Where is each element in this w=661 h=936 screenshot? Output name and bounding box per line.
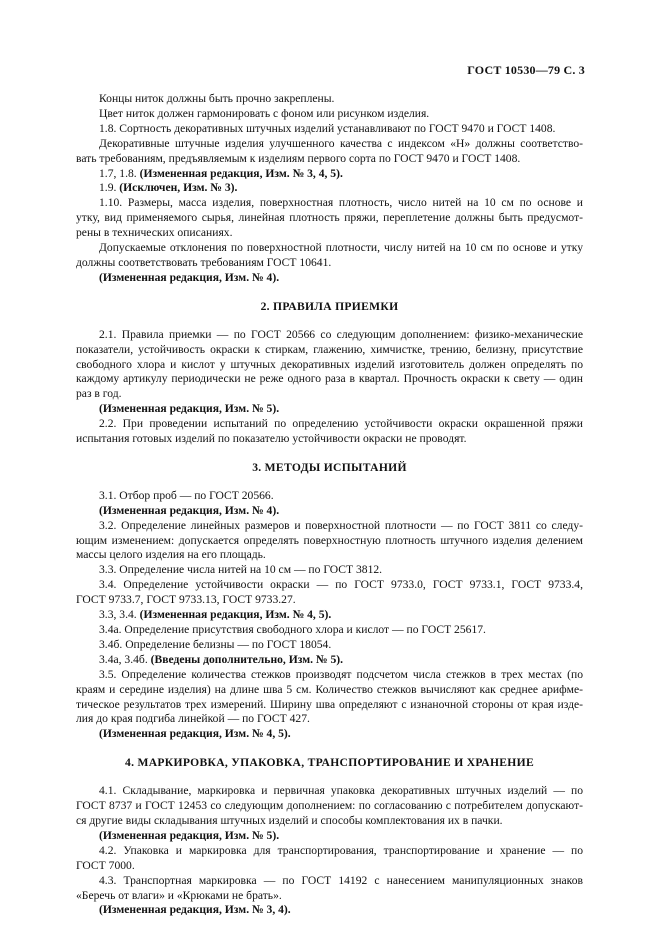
revision-note: (Измененная редакция, Изм. № 4, 5). xyxy=(139,608,332,622)
line-text: 2.2. При проведении испытаний по определению устойчивости окраски окрашенной пряжи xyxy=(99,417,583,431)
revision-note xyxy=(76,903,583,918)
line-text: ГОСТ 9733.7, ГОСТ 9733.13, ГОСТ 9733.27. xyxy=(76,593,296,607)
section-heading: 2. ПРАВИЛА ПРИЕМКИ xyxy=(260,299,399,313)
text-line xyxy=(76,814,583,829)
line-text: показатели, устойчивость окраски к стиркам, глажению, химчистке, трению, белизну, присутствие xyxy=(76,342,583,356)
revision-note: (Введены дополнительно, Изм. № 5). xyxy=(150,652,344,666)
line-text: 4.3. Транспортная маркировка — по ГОСТ 14192 с нанесением манипуляционных знаков xyxy=(99,873,583,887)
line-text: (Измененная редакция, Изм. № 4, 5). xyxy=(99,727,291,741)
text-line xyxy=(76,417,583,432)
line-text: 3.4а, 3.4б. xyxy=(99,652,151,666)
text-line xyxy=(76,784,583,799)
text-line xyxy=(76,608,583,623)
text-line xyxy=(76,343,583,358)
line-text: (Измененная редакция, Изм. № 4). xyxy=(99,503,280,517)
text-line xyxy=(76,683,583,698)
text-line xyxy=(76,387,583,402)
text-line xyxy=(76,92,583,107)
text-line xyxy=(76,137,583,152)
revision-note xyxy=(76,829,583,844)
text-line xyxy=(76,241,583,256)
line-text: каждому артикулу периодически не реже одного раза в квартал. Прочность окраски к свету — один xyxy=(76,372,583,386)
text-line xyxy=(76,548,583,563)
text-line xyxy=(76,211,583,226)
text-line xyxy=(76,167,583,182)
text-line xyxy=(76,372,583,387)
section-heading: 4. МАРКИРОВКА, УПАКОВКА, ТРАНСПОРТИРОВАНИЕ И ХРАНЕНИЕ xyxy=(125,756,534,770)
section-heading: 3. МЕТОДЫ ИСПЫТАНИЙ xyxy=(252,460,407,474)
line-text: должны соответствовать требованиям ГОСТ 10641. xyxy=(76,255,332,269)
text-line xyxy=(76,519,583,534)
text-line xyxy=(76,181,583,196)
text-line xyxy=(76,578,583,593)
line-text: 3.4. Определение устойчивости окраски — по ГОСТ 9733.0, ГОСТ 9733.1, ГОСТ 9733.4, xyxy=(99,578,583,592)
text-line xyxy=(76,358,583,373)
text-line xyxy=(76,534,583,549)
text-line xyxy=(76,432,583,447)
line-text: утку, вид применяемого сырья, линейная плотность пряжи, переплетение должны быть предусмот- xyxy=(76,211,583,225)
line-text: Декоративные штучные изделия улучшенного качества с индексом «Н» должны соответство- xyxy=(99,136,583,150)
line-text: Допускаемые отклонения по поверхностной плотности, числу нитей на 10 см по основе и утку xyxy=(99,241,583,255)
line-text: тическое результатов трех измерений. Ширину шва определяют с изнаночной стороны от края изде- xyxy=(76,697,583,711)
line-text: 3.5. Определение количества стежков производят подсчетом числа стежков в трех местах (по xyxy=(99,667,583,681)
line-text: 1.7, 1.8. xyxy=(99,166,140,180)
document-body xyxy=(76,92,583,918)
line-text: (Измененная редакция, Изм. № 4). xyxy=(99,270,280,284)
text-line xyxy=(76,226,583,241)
line-text: рены в технических описаниях. xyxy=(76,226,233,240)
text-line xyxy=(76,712,583,727)
text-line xyxy=(76,593,583,608)
line-text: 1.10. Размеры, масса изделия, поверхностная плотность, число нитей на 10 см по основе и xyxy=(99,196,583,210)
text-line xyxy=(76,698,583,713)
text-line xyxy=(76,844,583,859)
text-line xyxy=(76,859,583,874)
text-line xyxy=(76,653,583,668)
text-line xyxy=(76,874,583,889)
line-text: испытания готовых изделий по показателю устойчивости окраски не проводят. xyxy=(76,432,467,446)
line-text: 2.1. Правила приемки — по ГОСТ 20566 со следующим дополнением: физико-механические xyxy=(99,327,583,341)
text-line xyxy=(76,623,583,638)
line-text: 3.3, 3.4. xyxy=(99,608,140,622)
line-text: вать требованиям, предъявляемым к изделиям первого сорта по ГОСТ 9470 и ГОСТ 1408. xyxy=(76,151,521,165)
text-line xyxy=(76,152,583,167)
line-text: 1.9. xyxy=(99,181,120,195)
running-header: ГОСТ 10530—79 С. 3 xyxy=(467,63,585,77)
line-text: лия до края подгиба линейкой — по ГОСТ 427. xyxy=(76,712,310,726)
revision-note xyxy=(76,271,583,286)
line-text: раз в год. xyxy=(76,387,122,401)
line-text: ГОСТ 8737 и ГОСТ 12453 со следующим дополнением: по согласованию с потребителем допускают- xyxy=(76,799,583,813)
line-text: массы целого изделия на его площадь. xyxy=(76,548,266,562)
line-text: ГОСТ 7000. xyxy=(76,858,135,872)
line-text: Цвет ниток должен гармонировать с фоном или рисунком изделия. xyxy=(99,106,430,120)
revision-note: (Измененная редакция, Изм. № 3, 4, 5). xyxy=(139,166,343,180)
line-text: (Измененная редакция, Изм. № 5). xyxy=(99,402,280,416)
section-intro xyxy=(76,92,583,286)
line-text: 1.8. Сортность декоративных штучных изделий устанавливают по ГОСТ 9470 и ГОСТ 1408. xyxy=(99,121,556,135)
text-line xyxy=(76,256,583,271)
line-text: 3.1. Отбор проб — по ГОСТ 20566. xyxy=(99,488,274,502)
line-text: Концы ниток должны быть прочно закреплены. xyxy=(99,92,335,105)
line-text: ющим изменением: допускается определять поверхностную плотность штучного изделия делением xyxy=(76,533,583,547)
line-text: 3.4б. Определение белизны — по ГОСТ 18054. xyxy=(99,637,332,651)
line-text: 4.1. Складывание, маркировка и первичная упаковка декоративных штучных изделий — по xyxy=(99,784,583,798)
line-text: 4.2. Упаковка и маркировка для транспортирования, транспортирование и хранение — по xyxy=(99,843,583,857)
revision-note xyxy=(76,504,583,519)
line-text: 3.2. Определение линейных размеров и поверхностной плотности — по ГОСТ 3811 со следу- xyxy=(99,518,583,532)
text-line xyxy=(76,489,583,504)
text-line xyxy=(76,799,583,814)
revision-note xyxy=(76,402,583,417)
section-s2 xyxy=(76,286,583,447)
line-text: свободного хлора и кислот у штучных декоративных изделий изготовитель должен определять по xyxy=(76,357,583,371)
line-text: краям и середине изделия) на длине шва 5 см. Количество стежков вычисляют как среднее арифме- xyxy=(76,682,583,696)
text-line xyxy=(76,889,583,904)
revision-note xyxy=(76,727,583,742)
revision-note: (Исключен, Изм. № 3). xyxy=(119,181,238,195)
line-text: 3.4а. Определение присутствия свободного хлора и кислот — по ГОСТ 25617. xyxy=(99,623,486,636)
text-line xyxy=(76,328,583,343)
section-s4 xyxy=(76,742,583,918)
section-s3 xyxy=(76,447,583,742)
text-line xyxy=(76,122,583,137)
text-line xyxy=(76,196,583,211)
text-line xyxy=(76,563,583,578)
line-text: «Беречь от влаги» и «Крюками не брать». xyxy=(76,888,282,902)
text-line xyxy=(76,668,583,683)
line-text: 3.3. Определение числа нитей на 10 см — по ГОСТ 3812. xyxy=(99,563,383,577)
line-text: (Измененная редакция, Изм. № 3, 4). xyxy=(99,903,291,917)
line-text: ся другие виды складывания штучных изделий и способы комплектования их в пачки. xyxy=(76,813,503,827)
text-line xyxy=(76,638,583,653)
line-text: (Измененная редакция, Изм. № 5). xyxy=(99,828,280,842)
text-line xyxy=(76,107,583,122)
